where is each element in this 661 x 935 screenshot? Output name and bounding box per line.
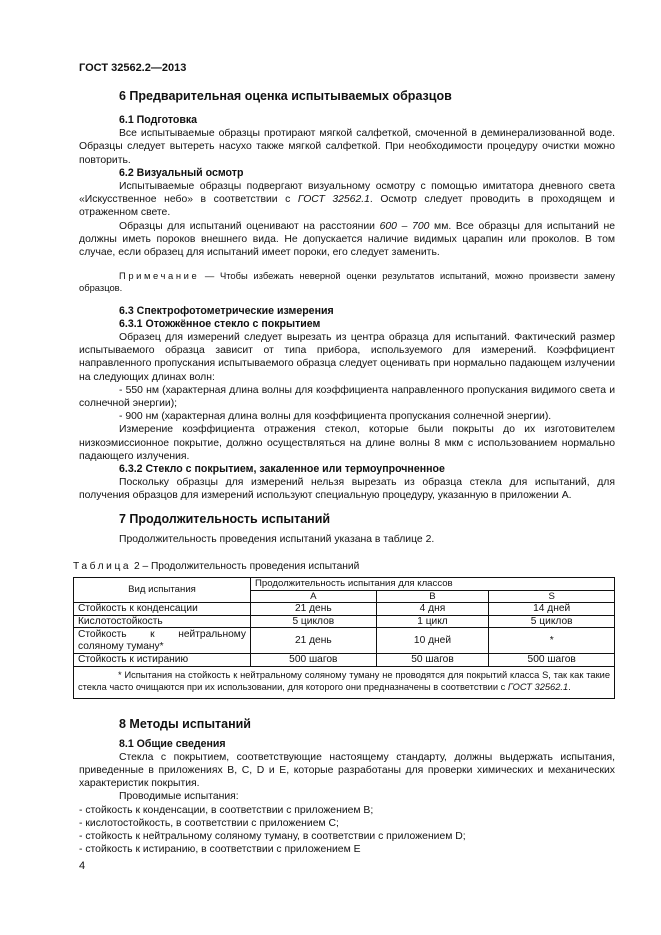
section-6-2-text-1: Испытываемые образцы подвергают визуальному осмотру с помощью имитатора дневного света «Искусственное небо» в соответствии с ГОСТ 32562.1. Осмотр следует проводить в проходящем и отраженном свете. [79, 181, 615, 219]
section-6-1-text: Все испытываемые образцы протирают мягкой салфеткой, смоченной в деминерализованной воде. Образцы следует вытереть насухо также мягкой салфеткой. При необходимости процедуру очистки можно повторить. [79, 128, 615, 166]
list-item: - кислотостойкость, в соответствии с приложением C; [79, 817, 339, 829]
section-6-3-1-text-1: Образец для измерений следует вырезать из центра образца для испытаний. Фактический размер испытываемого образца зависит от типа прибора, используемого для измерений. Коэффициент направленного пропускания испытываемого образца следует оценивать при нормально падающем излучении на следующих длинах волн: [79, 332, 615, 383]
section-6-3-1-item-2: - 900 нм (характерная длина волны для коэффициента пропускания солнечной энергии). [119, 411, 552, 423]
section-6-3-2-text: Поскольку образцы для измерений нельзя вырезать из образца стекла для испытаний, для получения образцов для измерений используют специальную процедуру, указанную в приложении А. [79, 477, 615, 502]
section-8-1-title: 8.1 Общие сведения [119, 737, 226, 750]
list-item: - стойкость к истиранию, в соответствии с приложением E [79, 844, 361, 856]
section-7-title: 7 Продолжительность испытаний [119, 511, 331, 526]
table-row: Стойкость к конденсации 21 день 4 дня 14 дней [74, 603, 615, 616]
section-8-title: 8 Методы испытаний [119, 716, 251, 731]
list-item: - стойкость к нейтральному соляному туману, в соответствии с приложением D; [79, 831, 466, 843]
table-row: Стойкость к истиранию 500 шагов 50 шагов 500 шагов [74, 654, 615, 667]
table-row: Стойкость к нейтральному соляному туману* 21 день 10 дней * [74, 628, 615, 654]
duration-table [73, 577, 615, 699]
page-number: 4 [79, 860, 86, 872]
note-label: Примечание [119, 270, 200, 282]
col-header-class-a: A [251, 590, 377, 603]
page-content [73, 86, 615, 856]
section-6-2-text-2: Образцы для испытаний оценивают на расстоянии 600 – 700 мм. Все образцы для испытаний не должны иметь пороков внешнего вида. Не допускается наличие видимых царапин или проколов. В том случае, если образец для испытаний имеет пороки, его следует заменить. [79, 220, 615, 259]
table-caption: Таблица 2 – Продолжительность проведения испытаний [73, 560, 360, 572]
section-6-2-title: 6.2 Визуальный осмотр [119, 166, 244, 179]
col-header-class-b: B [376, 590, 489, 603]
section-6-3-2-title: 6.3.2 Стекло с покрытием, закаленное или термоупрочненное [119, 463, 445, 476]
col-header-class-s: S [489, 590, 615, 603]
table-footnote-row [74, 666, 615, 698]
section-6-1-title: 6.1 Подготовка [119, 114, 198, 126]
section-6-3-1-item-1: - 550 нм (характерная длина волны для коэффициента направленного пропускания видимого света и солнечной энергии); [79, 384, 615, 410]
section-7-text: Продолжительность проведения испытаний указана в таблице 2. [119, 533, 435, 545]
standard-reference: ГОСТ 32562.1 [297, 194, 370, 206]
section-6-3-title: 6.3 Спектрофотометрические измерения [119, 304, 334, 317]
section-6-3-1-title: 6.3.1 Отожжённое стекло с покрытием [119, 317, 321, 330]
section-6-title: 6 Предварительная оценка испытываемых образцов [119, 89, 452, 103]
standard-header: ГОСТ 32562.2—2013 [79, 62, 187, 74]
note-text: — Чтобы избежать неверной оценки результатов испытаний, можно произвести замену образцов. [79, 270, 615, 294]
section-8-1-text: Стекла с покрытием, соответствующие настоящему стандарту, должны выдержать испытания, приведенные в приложениях B, C, D и E, которые разработаны для проверки химических и механических характеристик покрытия. [79, 751, 615, 790]
distance-range: 600 – 700 [379, 220, 430, 232]
note [79, 270, 615, 294]
table-footnote: * Испытания на стойкость к нейтральному соляному туману не проводятся для покрытий класса S, так как такие стекла часто очищаются при их использовании, для которого они предназначены в соответствии с ГОСТ 32562.1. [74, 666, 615, 698]
table-row: Кислотостойкость 5 циклов 1 цикл 5 циклов [74, 615, 615, 628]
section-8-1-list-intro: Проводимые испытания: [119, 791, 239, 803]
section-6-3-1-text-2: Измерение коэффициента отражения стекол, которые были покрыты до их изготовителем низкоэмиссионное покрытие, должно осуществляться на длине волны 8 мкм с использованием нормально падающего излучения. [79, 424, 615, 462]
list-item: - стойкость к конденсации, в соответствии с приложением B; [79, 804, 374, 816]
col-header-duration: Продолжительность испытания для классов [251, 578, 615, 591]
col-header-test-type: Вид испытания [74, 578, 251, 603]
